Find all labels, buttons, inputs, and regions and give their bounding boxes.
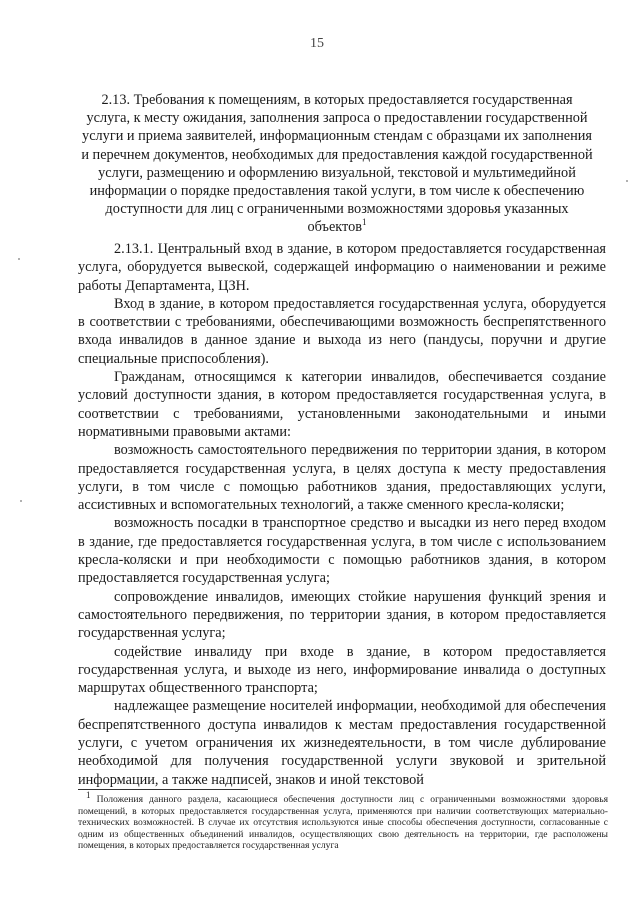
section-heading-text: 2.13. Требования к помещениям, в которых предоставляется государственная услуга, к месту ожидания, заполнения запроса о предоставлении государственной услуги и приема заявителей, информационным стендам с образцами их заполнения и перечнем документов, необходимых для предоставления каждой государственной услуги, размещению и оформлению визуальной, текстовой и мультимедийной информации о порядке предоставления такой услуги, в том числе к обеспечению доступности для лиц с ограниченными возможностями здоровья указанных объектов [81, 92, 593, 236]
list-paragraph: содействие инвалиду при входе в здание, в котором предоставляется государственная услуга, и выходе из него, информирование инвалида о доступных маршрутах общественного транспорта; [78, 643, 606, 697]
list-paragraph: сопровождение инвалидов, имеющих стойкие нарушения функций зрения и самостоятельного передвижения, по территории здания, в котором предоставляется государственная услуга; [78, 588, 606, 642]
footnote-text: Положения данного раздела, касающиеся обеспечения доступности лиц с ограниченными возможностями здоровья помещений, в которых предоставляется государственная услуга, применяются при наличии соответствующих материально-технических возможностей. В случае их отсутствия используются иные способы обеспечения доступности, согласованные с одним из общественных объединений инвалидов, осуществляющих свою деятельность на территории, где расположены помещения, в которых предоставляется государственная услуга [78, 794, 608, 852]
scan-speck [18, 258, 20, 260]
footnote-mark: 1 [86, 789, 91, 800]
footnote [78, 789, 608, 852]
list-paragraph: возможность самостоятельного передвижения по территории здания, в котором предоставляется государственная услуга, в целях доступа к месту предоставления услуги, в том числе с помощью работников здания, предоставляющих услуги, ассистивных и вспомогательных технологий, а также сменного кресла-коляски; [78, 442, 606, 514]
list-paragraph: надлежащее размещение носителей информации, необходимой для обеспечения беспрепятственного доступа инвалидов к местам предоставления государственной услуги, с учетом ограничения их жизнедеятельности, в том числе дублирование необходимой для получения государственной услуги звуковой и зрительной информации, а также надписей, знаков и иной текстовой [78, 698, 606, 788]
footnote-divider [78, 789, 248, 790]
list-paragraph: возможность посадки в транспортное средство и высадки из него перед входом в здание, где предоставляется государственная услуга, в том числе с использованием кресла-коляски и при необходимости с помощью работников здания, в котором предоставляется государственная услуга; [78, 515, 606, 587]
page-number: 15 [310, 36, 324, 51]
scan-speck [626, 180, 628, 182]
scan-speck [20, 500, 22, 502]
section-heading [78, 91, 596, 237]
paragraph: Гражданам, относящимся к категории инвалидов, обеспечивается создание условий доступности здания, в котором предоставляется государственная услуга, в соответствии с требованиями, установленными законодательными и иными нормативными правовыми актами: [78, 369, 606, 440]
document-body [78, 240, 606, 789]
paragraph: Вход в здание, в котором предоставляется государственная услуга, оборудуется в соответствии с требованиями, обеспечивающими возможность беспрепятственного входа инвалидов в данное здание и выхода из него (пандусы, поручни и другие специальные приспособления). [78, 295, 606, 367]
paragraph: 2.13.1. Центральный вход в здание, в котором предоставляется государственная услуга, оборудуется вывеской, содержащей информацию о наименовании и режиме работы Департамента, ЦЗН. [78, 241, 606, 294]
footnote-reference: 1 [362, 217, 367, 228]
